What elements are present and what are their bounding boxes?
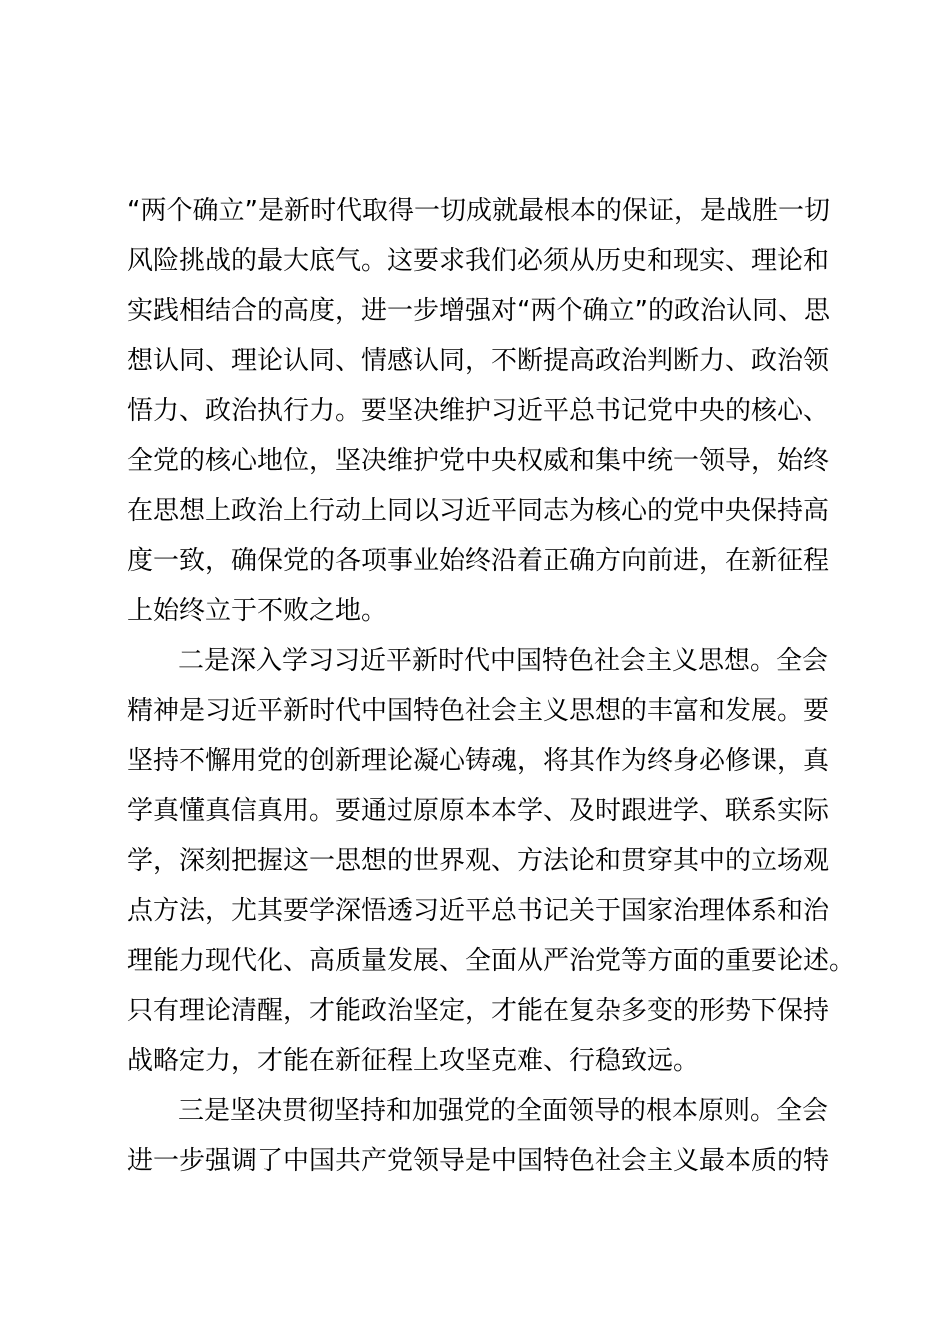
text-line: 在思想上政治上行动上同以习近平同志为核心的党中央保持高 [127,496,830,526]
text-line: 悟力、政治执行力。要坚决维护习近平总书记党中央的核心、 [127,396,830,426]
text-line: 只有理论清醒，才能政治坚定，才能在复杂多变的形势下保持 [127,996,830,1026]
text-line-indented: 二是深入学习习近平新时代中国特色社会主义思想。全会 [178,646,829,676]
text-line: 风险挑战的最大底气。这要求我们必须从历史和现实、理论和 [127,246,830,276]
text-line: 想认同、理论认同、情感认同，不断提高政治判断力、政治领 [127,346,830,376]
text-line-indented: 三是坚决贯彻坚持和加强党的全面领导的根本原则。全会 [178,1096,829,1126]
text-line: 全党的核心地位，坚决维护党中央权威和集中统一领导，始终 [127,446,830,476]
text-line: 度一致，确保党的各项事业始终沿着正确方向前进，在新征程 [127,546,830,576]
text-line: 实践相结合的高度，进一步增强对“两个确立”的政治认同、思 [127,296,830,326]
text-line: 点方法，尤其要学深悟透习近平总书记关于国家治理体系和治 [127,896,830,926]
text-line: “两个确立”是新时代取得一切成就最根本的保证，是战胜一切 [127,196,830,226]
text-line: 理能力现代化、高质量发展、全面从严治党等方面的重要论述。 [127,946,856,976]
paragraph-point-two [127,636,856,1086]
text-line: 战略定力，才能在新征程上攻坚克难、行稳致远。 [127,1046,700,1076]
text-line: 精神是习近平新时代中国特色社会主义思想的丰富和发展。要 [127,696,830,726]
paragraph-two-establishments [127,186,847,636]
text-line: 学，深刻把握这一思想的世界观、方法论和贯穿其中的立场观 [127,846,830,876]
text-line: 坚持不懈用党的创新理论凝心铸魂，将其作为终身必修课，真 [127,746,830,776]
text-line: 学真懂真信真用。要通过原原本本学、及时跟进学、联系实际 [127,796,830,826]
paragraph-point-three [127,1086,847,1186]
body-text [127,186,856,1186]
text-line: 进一步强调了中国共产党领导是中国特色社会主义最本质的特 [127,1146,830,1176]
text-line: 上始终立于不败之地。 [127,596,388,626]
